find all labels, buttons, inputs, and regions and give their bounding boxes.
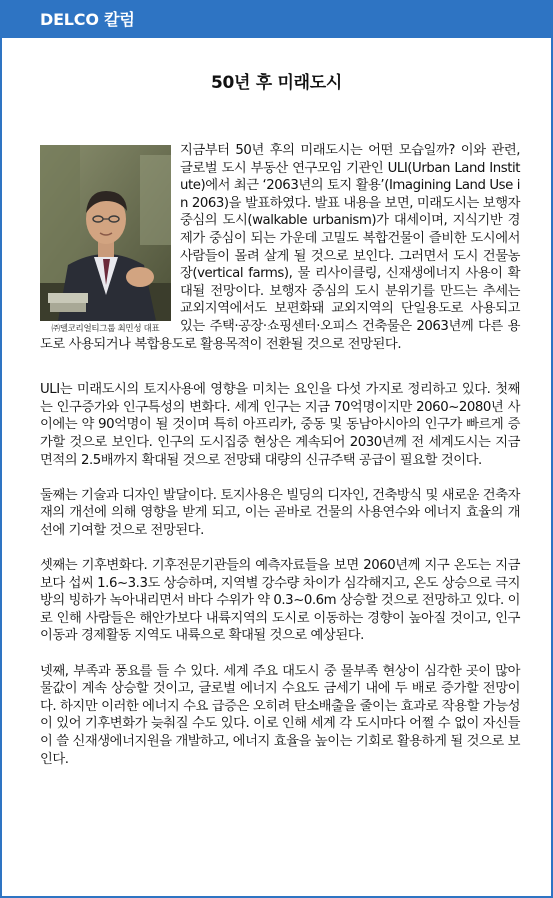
article-body: [40, 142, 520, 786]
paragraph: 셋째는 기후변화다. 기후전문기관들의 예측자료들을 보면 2060년께 지구 온도는 지금보다 섭씨 1.6~3.3도 상승하며, 지역별 강수량 차이가 심각해지고, 온도 상승으로 극지방의 빙하가 녹아내리면서 바다 수위가 약 0.3~0.6m 상승할 것으로 전망하고 있다. 이로 인해 사람들은 해안가보다 내륙지역의 도시로 이동하는 경향이 높아질 것이고, 인구이동과 경제활동 지역도 내륙으로 확대될 것으로 예상된다.: [40, 558, 520, 644]
photo-caption: ㈜델코리얼티그룹 최민성 대표: [51, 324, 160, 334]
paragraph: ULI는 미래도시의 토지사용에 영향을 미치는 요인을 다섯 가지로 정리하고 있다. 첫째는 인구증가와 인구특성의 변화다. 세계 인구는 지금 70억명이지만 2060~2080년 사이에는 약 90억명이 될 것이며 특히 아프리카, 중동 및 동남아시아의 인구가 빠르게 증가할 것으로 보인다. 인구의 도시집중 현상은 계속되어 2030년께 전 세계도시는 지금 면적의 2.5배까지 확대될 것으로 전망돼 대량의 신규주택 공급이 필요할 것이다.: [40, 382, 520, 468]
article-title: 50년 후 미래도시: [210, 73, 343, 93]
paragraph: 지금부터 50년 후의 미래도시는 어떤 모습일까? 이와 관련, 글로벌 도시 부동산 연구모임 기관인 ULI(Urban Land Institute)에서 최근 ‘2063년의 토지 활용’(Imagining Land Use in 2063)을 발표하였다. 발표 내용을 보면, 미래도시는 보행자 중심의 도시(walkable urbanism)가 대세이며, 지식기반 경제가 중심이 되는 가운데 고밀도 복합건물이 즐비한 도시에서 사람들이 몰려 살게 될 것으로 보인다. 그러면서 도시 건물농장(vertical farms), 물 리사이클링, 신재생에너지 사용이 확대될 전망이다. 보행자 중심의 도시 분위기를 만드는 추세는 교외지역에서도 보편화돼 교외지역의 단일용도로 사용되고 있는 주택·공장·쇼핑센터·오피스 건축물은 2063년께 다른 용도로 사용되거나 복합용도로 활용목적이 전환될 것으로 전망된다.: [40, 143, 520, 352]
author-photo-block: [40, 145, 171, 335]
paragraph: 둘째는 기술과 디자인 발달이다. 토지사용은 빌딩의 디자인, 건축방식 및 새로운 건축자재의 개선에 의해 영향을 받게 되고, 이는 곧바로 건물의 사용연수와 에너지 효율의 개선에 기여할 것으로 전망된다.: [40, 487, 520, 538]
author-photo: [40, 145, 171, 321]
paragraph: 넷째, 부족과 풍요를 들 수 있다. 세계 주요 대도시 중 물부족 현상이 심각한 곳이 많아 물값이 계속 상승할 것이고, 글로벌 에너지 수요도 금세기 내에 두 배로 증가할 전망이다. 하지만 이러한 에너지 수요 급증은 오히려 탄소배출을 줄이는 효과로 작용할 가능성이 있어 기후변화가 늦춰질 수도 있다. 이로 인해 세계 각 도시마다 어쩔 수 없이 자신들이 쓸 신재생에너지원을 개발하고, 에너지 효율을 높이는 기회로 활용하게 될 것으로 보인다.: [40, 663, 520, 767]
column-header: [2, 2, 551, 38]
header-label: DELCO 칼럼: [40, 10, 135, 29]
